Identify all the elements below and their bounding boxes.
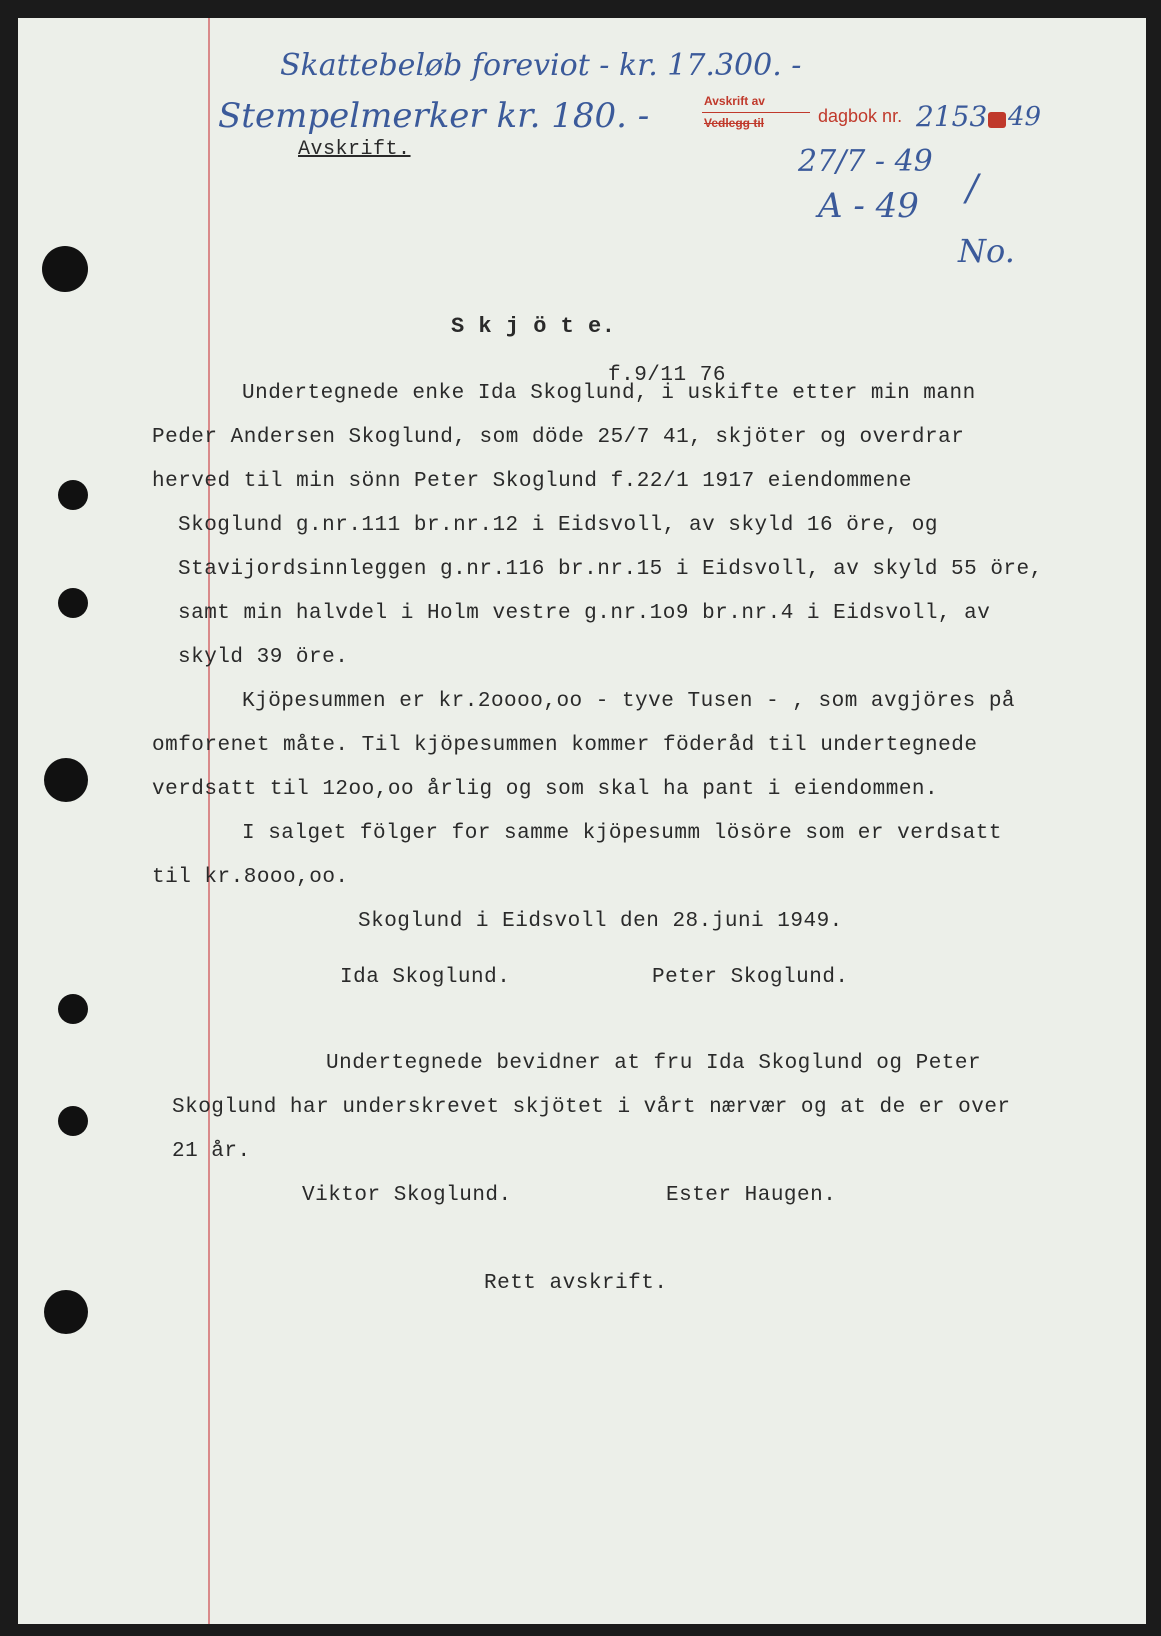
body-line: verdsatt til 12oo,oo årlig og som skal ha pant i eiendommen. [152,778,939,801]
document-title: S k j ö t e. [451,314,616,339]
stamp-dagbok-label: dagbok nr. [818,106,903,126]
signature-peter: Peter Skoglund. [652,966,849,989]
witness-viktor: Viktor Skoglund. [302,1184,512,1207]
punch-hole [58,480,88,510]
handwritten-tax-note: Skattebeløb foreviot - kr. 17.300. - [280,48,802,83]
handwritten-dagbok-number: 2153 [916,100,988,133]
body-line: Stavijordsinnleggen g.nr.116 br.nr.15 i Eidsvoll, av skyld 55 öre, [178,558,1043,581]
place-date: Skoglund i Eidsvoll den 28.juni 1949. [358,910,843,933]
punch-hole [42,246,88,292]
document-page [18,18,1146,1624]
punch-hole [58,1106,88,1136]
handwritten-year: 49 [1008,102,1042,132]
punch-hole [58,994,88,1024]
punch-hole [44,758,88,802]
body-line: I salget fölger for samme kjöpesumm lösöre som er verdsatt [242,822,1002,845]
stamp-avskrift-label: Avskrift av [704,94,765,108]
body-line: Undertegnede enke Ida Skoglund, i uskifte etter min mann [242,382,976,405]
header-avskrift: Avskrift. [298,138,411,161]
body-line: skyld 39 öre. [178,646,349,669]
handwritten-date: 27/7 - 49 [798,144,933,179]
margin-line [208,18,210,1624]
punch-hole [58,588,88,618]
witness-line: Skoglund har underskrevet skjötet i vårt nærvær og at de er over [172,1096,1011,1119]
body-line: Peder Andersen Skoglund, som döde 25/7 41, skjöter og overdrar [152,426,965,449]
body-line: samt min halvdel i Holm vestre g.nr.1o9 br.nr.4 i Eidsvoll, av [178,602,991,625]
witness-line: 21 år. [172,1140,251,1163]
body-line: omforenet måte. Til kjöpesummen kommer föderåd til undertegnede [152,734,978,757]
stamp-ink-blot [988,112,1006,128]
witness-line: Undertegnede bevidner at fru Ida Skoglund og Peter [326,1052,982,1075]
body-line: til kr.8ooo,oo. [152,866,349,889]
body-line: Kjöpesummen er kr.2oooo,oo - tyve Tusen - , som avgjöres på [242,690,1016,713]
body-line: herved til min sönn Peter Skoglund f.22/1 1917 eiendommene [152,470,912,493]
witness-ester: Ester Haugen. [666,1184,837,1207]
stamp-rule [702,112,810,113]
handwritten-stamp-note: Stempelmerker kr. 180. - [218,96,650,136]
marginal-note: f.9/11 76 [608,364,726,387]
body-line: Skoglund g.nr.111 br.nr.12 i Eidsvoll, av skyld 16 öre, og [178,514,938,537]
handwritten-tick: / [966,168,979,209]
punch-hole [44,1290,88,1334]
handwritten-code: A - 49 [818,186,919,226]
stamp-vedlegg-label: Vedlegg til [704,116,765,130]
signature-ida: Ida Skoglund. [340,966,511,989]
handwritten-sign: No. [958,232,1015,270]
footer-rett-avskrift: Rett avskrift. [484,1272,668,1295]
